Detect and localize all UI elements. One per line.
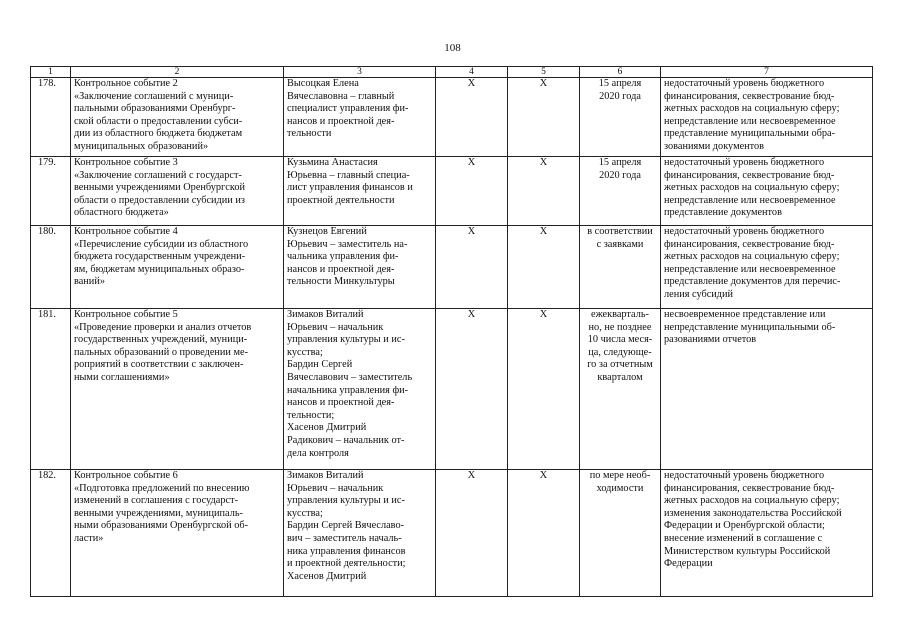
- responsible-cell-line: тельности: [287, 128, 332, 140]
- deadline-cell-line: 10 числа меся-: [587, 334, 653, 346]
- column-header: 6: [580, 67, 661, 78]
- row-number: 179.: [31, 157, 71, 226]
- event-cell-line: ными образованиями Оренбургской об-: [74, 520, 249, 532]
- risks-cell-line: Федерации: [664, 558, 713, 570]
- deadline-cell-line: но, не позднее: [588, 321, 652, 333]
- responsible-cell-line: нансов и проектной дея-: [287, 397, 395, 409]
- responsible-cell-line: чальника управления фи-: [287, 251, 399, 263]
- responsible-cell-line: Вячеславовна – главный: [287, 90, 395, 102]
- deadline-cell-line: 15 апреля: [598, 78, 642, 89]
- risks-cell-line: представление муниципальными обра-: [664, 128, 835, 140]
- risks-cell-line: непредставление или несвоевременное: [664, 263, 836, 275]
- risks-cell-line: недостаточный уровень бюджетного: [664, 470, 825, 481]
- risks-cell: [661, 226, 873, 309]
- risks-cell: [661, 157, 873, 226]
- risks-cell-line: разованиями отчетов: [664, 334, 757, 346]
- column-header: 4: [436, 67, 508, 78]
- risks-cell-line: внесение изменений в соглашение с: [664, 532, 823, 544]
- responsible-cell-line: Бардин Сергей Вячеславо-: [287, 520, 405, 532]
- deadline-cell: [580, 78, 661, 157]
- deadline-cell: [580, 226, 661, 309]
- responsible-cell-line: специалист управления фи-: [287, 103, 409, 115]
- row-number: 178.: [31, 78, 71, 157]
- responsible-cell-line: Хасенов Дмитрий: [287, 570, 367, 582]
- responsible-cell-line: Юрьевич – начальник: [287, 321, 384, 333]
- risks-cell: [661, 78, 873, 157]
- risks-cell: [661, 309, 873, 470]
- responsible-cell-line: дела контроля: [287, 447, 349, 459]
- column-header: 2: [71, 67, 284, 78]
- table-row: [31, 78, 873, 157]
- responsible-cell-line: тельности Минкультуры: [287, 276, 395, 288]
- event-cell-line: венными учреждениями, муниципаль-: [74, 507, 243, 519]
- risks-cell-line: жетных расходов на социальную сферу;: [664, 495, 840, 507]
- event-cell-line: Контрольное событие 6: [74, 470, 178, 481]
- mark-cell-4: X: [436, 470, 508, 597]
- risks-cell-line: зованиями документов: [664, 140, 765, 152]
- mark-cell-5: X: [508, 157, 580, 226]
- risks-cell-line: финансирования, секвестрование бюд-: [664, 169, 835, 181]
- mark-cell-5: X: [508, 309, 580, 470]
- risks-cell-line: непредставление муниципальными об-: [664, 321, 836, 333]
- event-cell-line: областного бюджета»: [74, 207, 169, 219]
- event-cell: [71, 157, 284, 226]
- responsible-cell-line: Юрьевна – главный специа-: [287, 169, 410, 181]
- header-row: [31, 67, 873, 78]
- deadline-cell-line: го за отчетным: [587, 359, 653, 371]
- responsible-cell-line: Зимаков Виталий: [287, 470, 364, 481]
- deadline-cell-line: ходимости: [596, 482, 644, 494]
- risks-cell-line: изменения законодательства Российской: [664, 507, 842, 519]
- risks-cell-line: недостаточный уровень бюджетного: [664, 78, 825, 89]
- responsible-cell-line: начальника управления фи-: [287, 384, 409, 396]
- responsible-cell-line: вич – заместитель началь-: [287, 532, 402, 544]
- responsible-cell: [284, 309, 436, 470]
- deadline-cell-line: 2020 года: [599, 90, 641, 102]
- responsible-cell-line: нансов и проектной дея-: [287, 263, 395, 275]
- event-cell: [71, 226, 284, 309]
- risks-cell-line: финансирования, секвестрование бюд-: [664, 482, 835, 494]
- risks-cell-line: недостаточный уровень бюджетного: [664, 157, 825, 168]
- event-cell-line: Контрольное событие 2: [74, 78, 178, 89]
- deadline-cell: [580, 309, 661, 470]
- risks-cell-line: непредставление или несвоевременное: [664, 115, 836, 127]
- table-row: [31, 309, 873, 470]
- table-row: [31, 470, 873, 597]
- event-cell-line: роприятий в соответствии с заключен-: [74, 359, 244, 371]
- mark-cell-4: X: [436, 309, 508, 470]
- event-cell-line: Контрольное событие 3: [74, 157, 178, 168]
- event-cell-line: ваний»: [74, 276, 105, 288]
- responsible-cell-line: Кузнецов Евгений: [287, 226, 367, 237]
- event-cell-line: муниципальных образований»: [74, 140, 209, 152]
- risks-cell-line: жетных расходов на социальную сферу;: [664, 182, 840, 194]
- responsible-cell: [284, 78, 436, 157]
- event-cell: [71, 309, 284, 470]
- event-cell-line: бюджета государственным учреждени-: [74, 251, 246, 263]
- responsible-cell-line: Кузьмина Анастасия: [287, 157, 378, 168]
- mark-cell-5: X: [508, 470, 580, 597]
- event-cell-line: ласти»: [74, 532, 104, 544]
- risks-cell-line: несвоевременное представление или: [664, 309, 826, 320]
- event-cell-line: ными соглашениями»: [74, 371, 170, 383]
- risks-cell-line: финансирования, секвестрование бюд-: [664, 90, 835, 102]
- event-cell-line: ям, бюджетам муниципальных образо-: [74, 263, 245, 275]
- responsible-cell-line: нансов и проектной дея-: [287, 115, 395, 127]
- deadline-cell: [580, 157, 661, 226]
- deadline-cell-line: 15 апреля: [598, 157, 642, 168]
- event-cell-line: изменений в соглашения с государст-: [74, 495, 239, 507]
- mark-cell-4: X: [436, 78, 508, 157]
- deadline-cell: [580, 470, 661, 597]
- responsible-cell-line: и проектной деятельности;: [287, 558, 406, 570]
- row-number: 180.: [31, 226, 71, 309]
- mark-cell-4: X: [436, 157, 508, 226]
- column-header: 3: [284, 67, 436, 78]
- event-cell-line: ской области о предоставлении субси-: [74, 115, 243, 127]
- responsible-cell-line: Зимаков Виталий: [287, 309, 364, 320]
- responsible-cell-line: тельности;: [287, 409, 335, 421]
- responsible-cell: [284, 470, 436, 597]
- row-number: 181.: [31, 309, 71, 470]
- event-cell-line: пальными образованиями Оренбург-: [74, 103, 236, 115]
- mark-cell-4: X: [436, 226, 508, 309]
- responsible-cell-line: Радикович – начальник от-: [287, 434, 405, 446]
- deadline-cell-line: ца, следующе-: [588, 346, 652, 358]
- responsible-cell-line: проектной деятельности: [287, 194, 395, 206]
- event-cell-line: Контрольное событие 4: [74, 226, 178, 237]
- event-cell-line: «Перечисление субсидии из областного: [74, 238, 249, 250]
- responsible-cell-line: Хасенов Дмитрий: [287, 422, 367, 434]
- page-number: 108: [444, 42, 461, 54]
- responsible-cell-line: Вячеславович – заместитель: [287, 371, 413, 383]
- event-cell: [71, 78, 284, 157]
- mark-cell-5: X: [508, 226, 580, 309]
- deadline-cell-line: ежекварталь-: [591, 309, 649, 320]
- risks-cell-line: непредставление или несвоевременное: [664, 194, 836, 206]
- event-cell-line: Контрольное событие 5: [74, 309, 178, 320]
- responsible-cell-line: Юрьевич – начальник: [287, 482, 384, 494]
- responsible-cell-line: Высоцкая Елена: [287, 78, 359, 89]
- risks-cell-line: Министерством культуры Российской: [664, 545, 831, 557]
- risks-cell: [661, 470, 873, 597]
- table-row: [31, 226, 873, 309]
- event-cell-line: пальных образований о проведении ме-: [74, 346, 249, 358]
- event-cell-line: государственных учреждений, муници-: [74, 334, 248, 346]
- event-cell-line: «Заключение соглашений с муници-: [74, 90, 234, 102]
- event-cell-line: «Заключение соглашений с государст-: [74, 169, 242, 181]
- table-row: [31, 157, 873, 226]
- document-table: [30, 66, 873, 597]
- risks-cell-line: Федерации и Оренбургской области;: [664, 520, 825, 532]
- deadline-cell-line: 2020 года: [599, 169, 641, 181]
- mark-cell-5: X: [508, 78, 580, 157]
- event-cell: [71, 470, 284, 597]
- event-cell-line: «Проведение проверки и анализ отчетов: [74, 321, 252, 333]
- event-cell-line: венными учреждениями Оренбургской: [74, 182, 245, 194]
- deadline-cell-line: кварталом: [597, 371, 643, 383]
- deadline-cell-line: в соответствии: [587, 226, 653, 237]
- deadline-cell-line: с заявками: [596, 238, 644, 250]
- risks-cell-line: недостаточный уровень бюджетного: [664, 226, 825, 237]
- deadline-cell-line: по мере необ-: [589, 470, 651, 481]
- column-header: 7: [661, 67, 873, 78]
- responsible-cell-line: Бардин Сергей: [287, 359, 353, 371]
- risks-cell-line: жетных расходов на социальную сферу;: [664, 251, 840, 263]
- event-cell-line: «Подготовка предложений по внесению: [74, 482, 250, 494]
- risks-cell-line: финансирования, секвестрование бюд-: [664, 238, 835, 250]
- risks-cell-line: жетных расходов на социальную сферу;: [664, 103, 840, 115]
- risks-cell-line: представление документов для перечис-: [664, 276, 841, 288]
- responsible-cell: [284, 226, 436, 309]
- event-cell-line: дии из областного бюджета бюджетам: [74, 128, 243, 140]
- responsible-cell-line: управления культуры и ис-: [287, 495, 405, 507]
- row-number: 182.: [31, 470, 71, 597]
- responsible-cell-line: кусства;: [287, 346, 323, 358]
- column-header: 1: [31, 67, 71, 78]
- responsible-cell-line: управления культуры и ис-: [287, 334, 405, 346]
- event-cell-line: области о предоставлении субсидии из: [74, 194, 245, 206]
- responsible-cell-line: Юрьевич – заместитель на-: [287, 238, 408, 250]
- risks-cell-line: ления субсидий: [664, 288, 734, 300]
- responsible-cell-line: кусства;: [287, 507, 323, 519]
- responsible-cell: [284, 157, 436, 226]
- column-header: 5: [508, 67, 580, 78]
- responsible-cell-line: лист управления финансов и: [287, 182, 413, 194]
- risks-cell-line: представление документов: [664, 207, 782, 219]
- responsible-cell-line: ника управления финансов: [287, 545, 406, 557]
